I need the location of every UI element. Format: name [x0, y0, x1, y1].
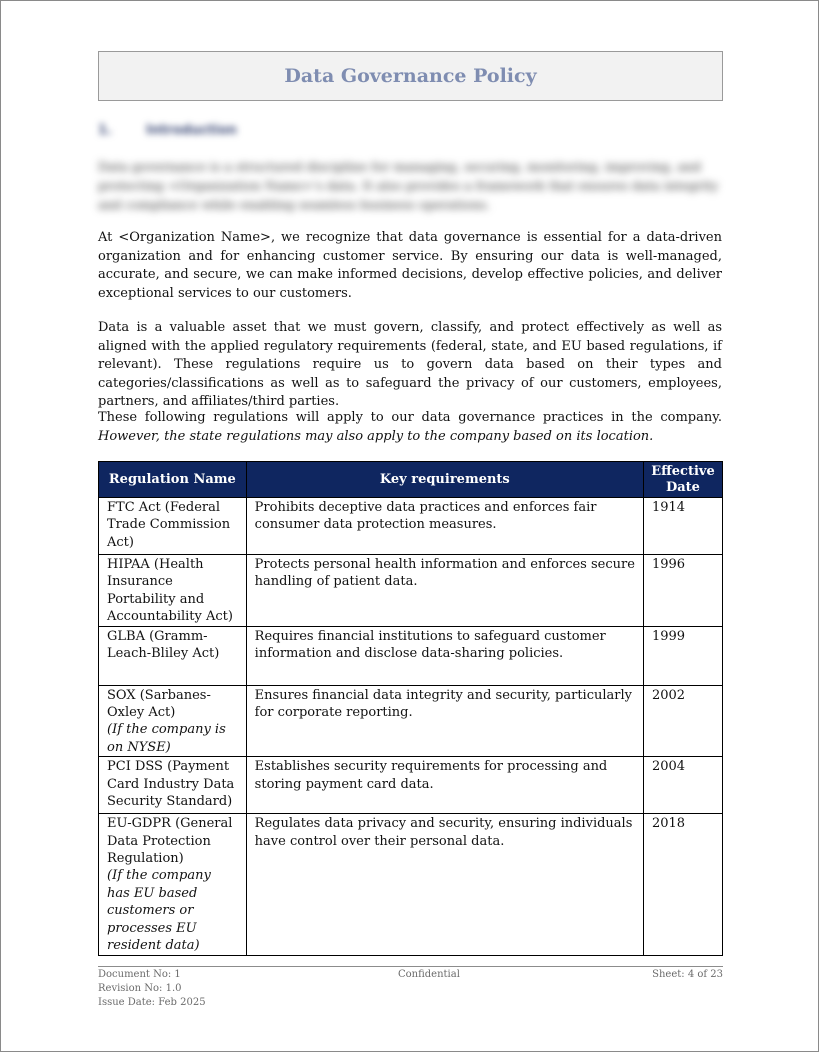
regulation-name: PCI DSS (Payment Card Industry Data Security Standard): [107, 759, 235, 810]
regulation-name: HIPAA (Health Insurance Portability and Accountability Act): [107, 557, 233, 625]
regulation-name: GLBA (Gramm-Leach-Bliley Act): [107, 628, 220, 662]
page-footer: [98, 968, 723, 1010]
requirement-cell: Protects personal health information and enforces secure handling of patient data.: [246, 555, 643, 627]
sheet-number: Sheet: 4 of 23: [652, 969, 723, 980]
section-number: 1.: [98, 122, 112, 138]
requirement-cell: Regulates data privacy and security, ensuring individuals have control over their personal data.: [246, 814, 643, 955]
header-regulation-name: Regulation Name: [99, 462, 247, 498]
regulation-name-cell: [99, 757, 247, 814]
document-number: Document No: 1: [98, 969, 181, 980]
page-title: Data Governance Policy: [284, 65, 537, 87]
date-cell: 1914: [643, 498, 722, 555]
regulations-table: [98, 461, 723, 956]
requirement-cell: Establishes security requirements for processing and storing payment card data.: [246, 757, 643, 814]
date-cell: 2004: [643, 757, 722, 814]
regulation-name-cell: [99, 626, 247, 685]
paragraph-data-asset: Data is a valuable asset that we must govern, classify, and protect effectively as well as aligned with the applied regulatory requirements (federal, state, and EU based regulations, if relevant). These regulations require us to govern data based on their types and categories/classifications as well as to safeguard the privacy of our customers, employees, partners, and affiliates/third parties.: [98, 320, 722, 409]
table-header-row: [99, 462, 723, 498]
confidentiality-label: Confidential: [398, 969, 460, 980]
requirement-cell: Requires financial institutions to safeguard customer information and disclose data-sharing policies.: [246, 626, 643, 685]
table-row: [99, 626, 723, 685]
section-title: Introduction: [145, 122, 237, 138]
section-heading-blurred: [98, 119, 298, 141]
requirement-cell: Ensures financial data integrity and security, particularly for corporate reporting.: [246, 685, 643, 757]
table-row: [99, 498, 723, 555]
regulation-name-cell: [99, 498, 247, 555]
date-cell: 1999: [643, 626, 722, 685]
date-cell: 1996: [643, 555, 722, 627]
title-banner: [98, 51, 723, 101]
header-key-requirements: Key requirements: [246, 462, 643, 498]
regulation-name: SOX (Sarbanes-Oxley Act): [107, 687, 211, 721]
regulation-name: FTC Act (Federal Trade Commission Act): [107, 500, 231, 550]
table-row: [99, 757, 723, 814]
regulation-name-cell: [99, 685, 247, 757]
revision-number: Revision No: 1.0: [98, 983, 182, 994]
table-row: [99, 685, 723, 757]
intro-paragraph-blurred: Data governance is a structured discipline for managing, securing, monitoring, improving, and protecting <Organization Name>'s data. It also provides a framework that ensures data integrity and compliance while enabling seamless business operations.: [98, 159, 719, 212]
regulation-name-cell: [99, 814, 247, 955]
table-row: [99, 814, 723, 955]
paragraph-regulations-note: However, the state regulations may also apply to the company based on its location.: [98, 428, 654, 444]
date-cell: 2002: [643, 685, 722, 757]
paragraph-regulations-intro: [98, 409, 722, 446]
table-row: [99, 555, 723, 627]
regulation-name-cell: [99, 555, 247, 627]
header-effective-date: Effective Date: [643, 462, 722, 498]
regulation-note: (If the company is on NYSE): [107, 722, 226, 755]
issue-date: Issue Date: Feb 2025: [98, 997, 206, 1008]
paragraph-regulations-text: These following regulations will apply to our data governance practices in the company.: [98, 410, 722, 425]
requirement-cell: Prohibits deceptive data practices and enforces fair consumer data protection measures.: [246, 498, 643, 555]
footer-divider: [98, 966, 723, 967]
paragraph-organization: At <Organization Name>, we recognize that data governance is essential for a data-driven organization and for enhancing customer service. By ensuring our data is well-managed, accurate, and secure, we can make informed decisions, develop effective policies, and deliver exceptional services to our customers.: [98, 230, 722, 301]
regulation-note: (If the company has EU based customers or processes EU resident data): [107, 868, 211, 954]
regulation-name: EU-GDPR (General Data Protection Regulation): [107, 816, 233, 867]
date-cell: 2018: [643, 814, 722, 955]
